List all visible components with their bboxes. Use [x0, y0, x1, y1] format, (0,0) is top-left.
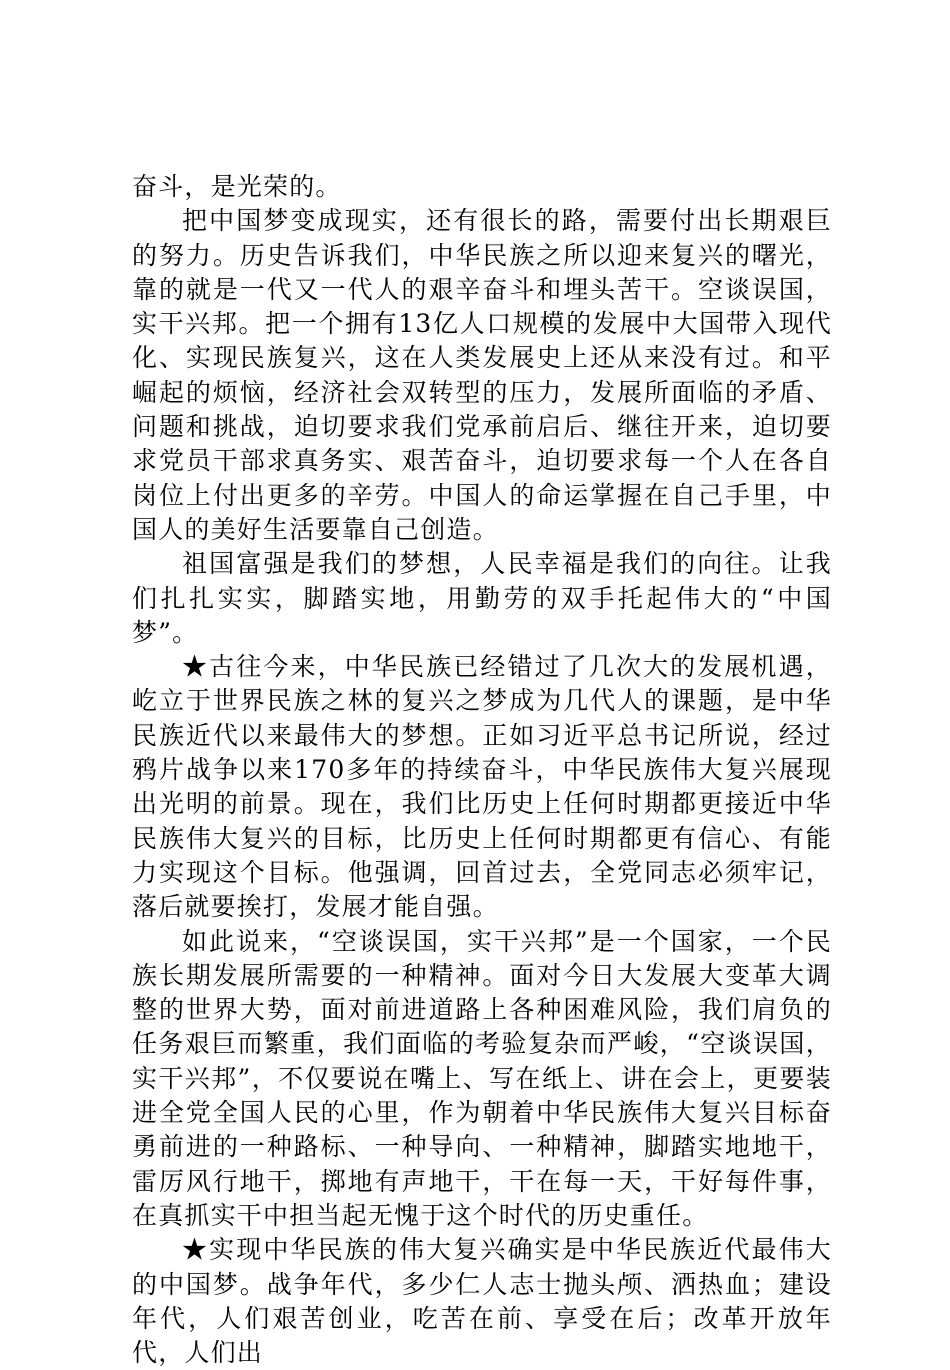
- paragraph-5: 如此说来，“空谈误国，实干兴邦”是一个国家，一个民族长期发展所需要的一种精神。面对今日大发展大变革大调整的世界大势，面对前进道路上各种困难风险，我们肩负的任务艰巨而繁重，我们面临的考验复杂而严峻，“空谈误国，实干兴邦”，不仅要说在嘴上、写在纸上、讲在会上，更要装进全党全国人民的心里，作为朝着中华民族伟大复兴目标奋勇前进的一种路标、一种导向、一种精神，脚踏实地地干，雷厉风行地干，掷地有声地干，干在每一天，干好每件事，在真抓实干中担当起无愧于这个时代的历史重任。: [132, 926, 832, 1230]
- paragraph-6: ★实现中华民族的伟大复兴确实是中华民族近代最伟大的中国梦。战争年代，多少仁人志士抛头颅、洒热血；建设年代，人们艰苦创业，吃苦在前、享受在后；改革开放年代，人们出: [132, 1235, 832, 1368]
- paragraph-4: ★古往今来，中华民族已经错过了几次大的发展机遇，屹立于世界民族之林的复兴之梦成为几代人的课题，是中华民族近代以来最伟大的梦想。正如习近平总书记所说，经过鸦片战争以来170多年的持续奋斗，中华民族伟大复兴展现出光明的前景。现在，我们比历史上任何时期都更接近中华民族伟大复兴的目标，比历史上任何时期都更有信心、有能力实现这个目标。他强调，回首过去，全党同志必须牢记，落后就要挨打，发展才能自强。: [132, 652, 832, 922]
- paragraph-1: 奋斗，是光荣的。: [132, 172, 342, 201]
- document-body: [132, 170, 832, 1370]
- paragraph-2: 把中国梦变成现实，还有很长的路，需要付出长期艰巨的努力。历史告诉我们，中华民族之所以迎来复兴的曙光，靠的就是一代又一代人的艰辛奋斗和埋头苦干。空谈误国，实干兴邦。把一个拥有13亿人口规模的发展中大国带入现代化、实现民族复兴，这在人类发展史上还从来没有过。和平崛起的烦恼，经济社会双转型的压力，发展所面临的矛盾、问题和挑战，迫切要求我们党承前启后、继往开来，迫切要求党员干部求真务实、艰苦奋斗，迫切要求每一个人在各自岗位上付出更多的辛劳。中国人的命运掌握在自己手里，中国人的美好生活要靠自己创造。: [132, 206, 832, 544]
- paragraph-3: 祖国富强是我们的梦想，人民幸福是我们的向往。让我们扎扎实实，脚踏实地，用勤劳的双手托起伟大的“中国梦”。: [132, 549, 832, 647]
